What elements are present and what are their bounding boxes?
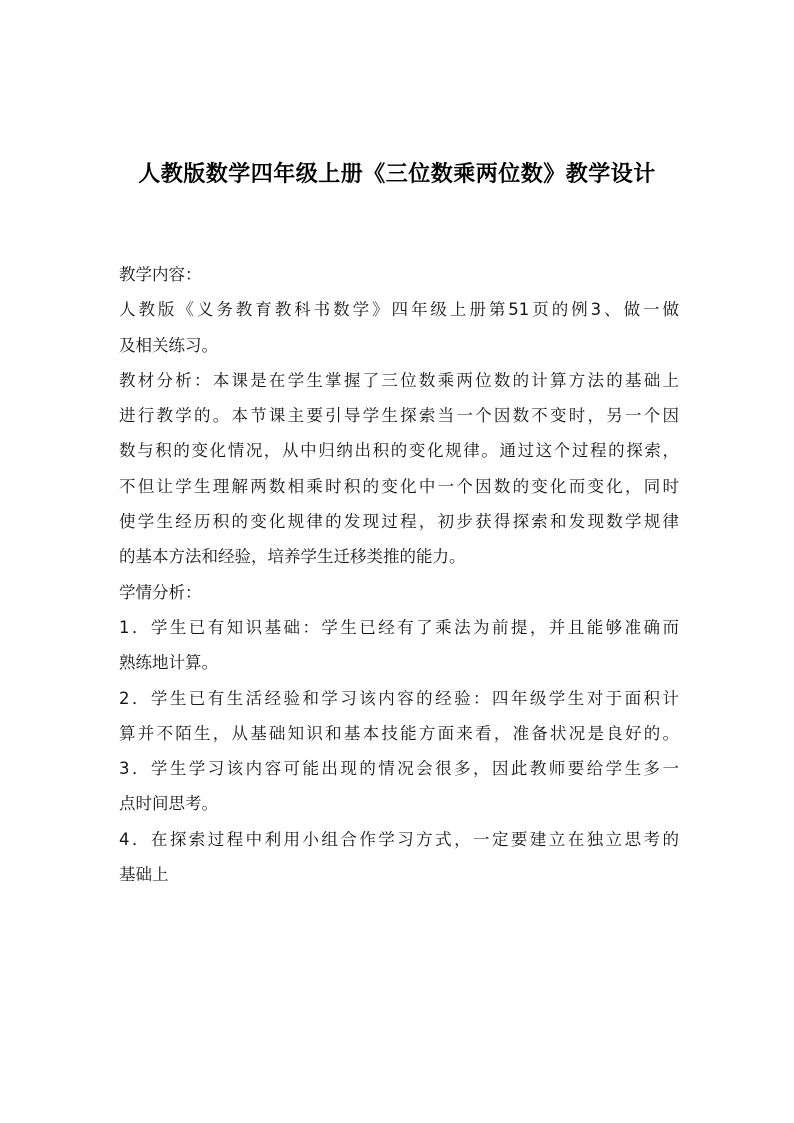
text-line: 教材分析：本课是在学生掌握了三位数乘两位数的计算方法的基础上 [119, 370, 679, 390]
text-line: 1．学生已有知识基础：学生已经有了乘法为前提，并且能够准确而 [119, 617, 679, 637]
text-line: 人教版《义务教育教科书数学》四年级上册第51页的例3、做一做 [119, 300, 679, 320]
text-line: 学情分析： [119, 582, 202, 602]
text-line: 使学生经历积的变化规律的发现过程，初步获得探索和发现数学规律 [119, 512, 679, 532]
text-line: 2．学生已有生活经验和学习该内容的经验：四年级学生对于面积计 [119, 688, 679, 708]
text-line: 数与积的变化情况，从中归纳出积的变化规律。通过这个过程的探索， [119, 441, 679, 461]
text-line: 熟练地计算。 [119, 653, 218, 673]
text-line: 算并不陌生，从基础知识和基本技能方面来看，准备状况是良好的。 [119, 723, 679, 743]
text-line: 4．在探索过程中利用小组合作学习方式，一定要建立在独立思考的 [119, 829, 679, 849]
text-line: 教学内容： [119, 265, 202, 284]
text-line: 及相关练习。 [119, 335, 218, 355]
text-line: 不但让学生理解两数相乘时积的变化中一个因数的变化而变化，同时 [119, 476, 679, 496]
text-line: 基础上 [119, 865, 169, 885]
text-line: 3．学生学习该内容可能出现的情况会很多，因此教师要给学生多一 [119, 759, 679, 779]
text-line: 进行教学的。本节课主要引导学生探索当一个因数不变时，另一个因 [119, 406, 679, 426]
text-line: 的基本方法和经验，培养学生迁移类推的能力。 [119, 547, 466, 567]
document-body [119, 257, 679, 892]
text-line: 点时间思考。 [119, 794, 218, 814]
document-title: 人教版数学四年级上册《三位数乘两位数》教学设计 [138, 162, 656, 187]
